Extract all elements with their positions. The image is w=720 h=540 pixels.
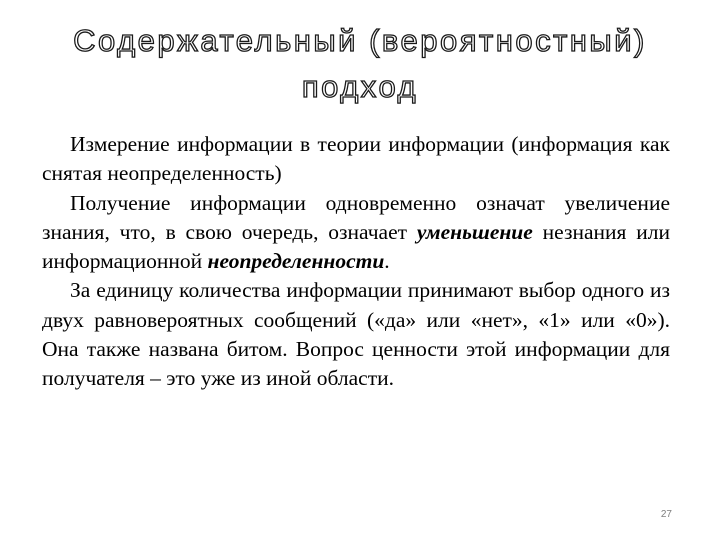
slide-title-line-1: Содержательный (вероятностный) <box>73 23 647 58</box>
slide-body <box>42 130 670 394</box>
emphasis-reduction: уменьшение <box>416 219 533 244</box>
paragraph-2-text-b: незнания или информационной <box>42 219 671 274</box>
paragraph-2-text-a: Получение информации одновременно означат увеличение знания, что, в свою очередь, означает <box>42 190 670 244</box>
paragraph-3-text: За единицу количества информации принимают выбор одного из двух равновероятных сообщений («да» или «нет», «1» или «0»). Она также названа битом. Вопрос ценности этой информации для получателя – это уже из иной области. <box>42 278 670 391</box>
paragraph-3 <box>42 276 670 393</box>
slide-title <box>30 18 690 110</box>
paragraph-1 <box>42 130 670 189</box>
emphasis-uncertainty: неопределенности <box>207 249 385 274</box>
page-number: 27 <box>660 509 672 520</box>
paragraph-2-text-c: . <box>384 249 390 274</box>
slide-title-line-2: подход <box>301 69 419 104</box>
paragraph-1-text: Измерение информации в теории информации (информация как снятая неопределенность) <box>42 132 670 186</box>
paragraph-2 <box>42 189 670 277</box>
